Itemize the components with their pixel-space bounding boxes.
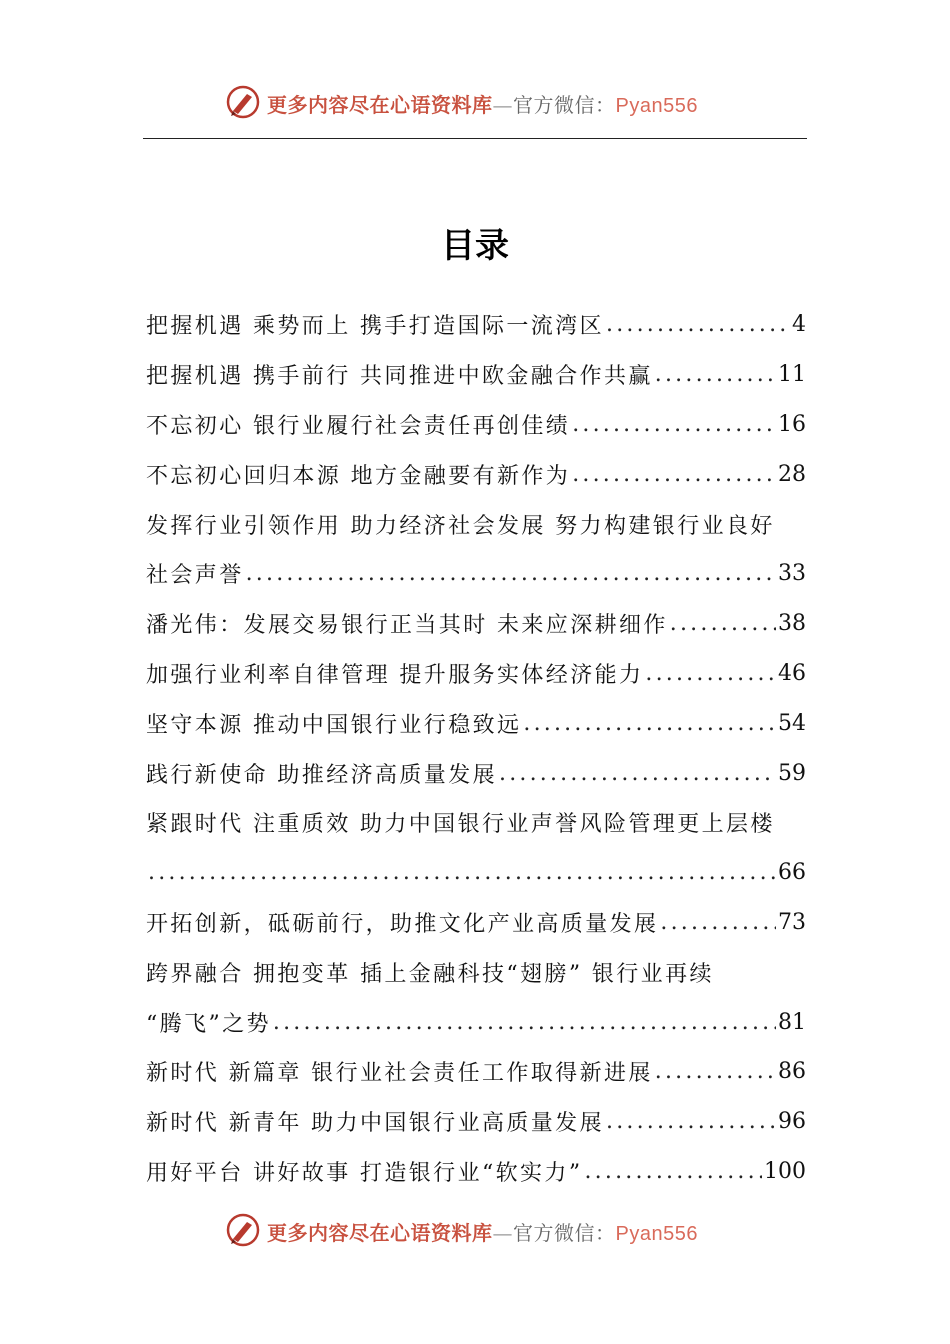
toc-leader xyxy=(606,1109,776,1134)
toc-entry[interactable] xyxy=(146,1047,806,1097)
header-banner xyxy=(225,82,745,122)
toc-entry-line1[interactable] xyxy=(146,798,806,848)
toc-entry-page: 81 xyxy=(778,1009,806,1035)
toc-entry-title: 发挥行业引领作用 助力经济社会发展 努力构建银行业良好 xyxy=(146,513,775,539)
toc-entry-title: 用好平台 讲好故事 打造银行业“软实力” xyxy=(146,1160,583,1186)
toc-leader xyxy=(584,1159,762,1184)
toc-entry-page: 86 xyxy=(778,1059,806,1085)
banner-wechat-id: Pyan556 xyxy=(615,95,698,117)
toc-entry-title: 紧跟时代 注重质效 助力中国银行业声誉风险管理更上层楼 xyxy=(146,812,775,838)
banner-dash: — xyxy=(492,1221,513,1245)
toc-leader xyxy=(660,910,776,935)
banner-brand: 更多内容尽在心语资料库 xyxy=(267,1221,493,1245)
page-title: 目录 xyxy=(441,226,509,266)
toc-leader xyxy=(246,561,776,586)
toc-entry-title: 践行新使命 助推经济高质量发展 xyxy=(146,762,497,788)
toc-entry-page: 33 xyxy=(778,561,806,587)
toc-entry-page: 4 xyxy=(792,312,806,338)
toc-entry-title: 新时代 新青年 助力中国银行业高质量发展 xyxy=(146,1111,604,1137)
toc-entry-page: 11 xyxy=(778,362,806,388)
toc-entry-title: 潘光伟：发展交易银行正当其时 未来应深耕细作 xyxy=(146,613,668,639)
pen-logo-icon xyxy=(225,1212,261,1248)
toc-entry[interactable] xyxy=(146,300,806,350)
toc-entry-line1[interactable] xyxy=(146,947,806,997)
toc-entry[interactable] xyxy=(146,1097,806,1147)
toc-leader xyxy=(572,462,776,487)
toc-leader xyxy=(499,761,776,786)
toc-entry-title: 坚守本源 推动中国银行业行稳致远 xyxy=(146,712,522,738)
toc-entry[interactable] xyxy=(146,649,806,699)
toc-entry-title: 新时代 新篇章 银行业社会责任工作取得新进展 xyxy=(146,1061,653,1087)
toc-leader xyxy=(645,661,776,686)
banner-brand: 更多内容尽在心语资料库 xyxy=(267,93,493,117)
toc-entry-title: 加强行业利率自律管理 提升服务实体经济能力 xyxy=(146,662,644,688)
toc-leader xyxy=(572,412,776,437)
toc-entry-page: 73 xyxy=(778,909,806,935)
toc-entry-title: 跨界融合 拥抱变革 插上金融科技“翅膀” 银行业再续 xyxy=(146,961,714,987)
toc-leader xyxy=(148,860,776,885)
toc-entry-page: 54 xyxy=(778,710,806,736)
toc-entry[interactable] xyxy=(146,400,806,450)
banner-wechat-id: Pyan556 xyxy=(615,1223,698,1245)
toc-leader xyxy=(273,1010,776,1035)
toc-entry[interactable] xyxy=(146,350,806,400)
banner-label: 官方微信： xyxy=(513,1221,616,1245)
toc-leader xyxy=(523,711,776,736)
toc-entry[interactable] xyxy=(146,748,806,798)
toc-entry[interactable] xyxy=(146,449,806,499)
toc-entry-title: 把握机遇 携手前行 共同推进中欧金融合作共赢 xyxy=(146,364,653,390)
footer-banner xyxy=(225,1210,745,1250)
pen-logo-icon xyxy=(225,84,261,120)
toc-entry-line1[interactable] xyxy=(146,499,806,549)
toc-entry-page: 59 xyxy=(778,760,806,786)
toc-entry-title: 社会声誉 xyxy=(146,563,244,589)
toc-entry[interactable] xyxy=(146,898,806,948)
toc-entry-page: 66 xyxy=(778,860,806,886)
toc-entry[interactable] xyxy=(146,1147,806,1197)
toc-entry-page: 46 xyxy=(778,660,806,686)
banner-text xyxy=(267,89,698,118)
header-rule xyxy=(143,138,807,139)
banner-label: 官方微信： xyxy=(513,93,616,117)
toc-entry-page: 28 xyxy=(778,461,806,487)
toc-leader xyxy=(655,362,776,387)
toc-entry-title: 不忘初心回归本源 地方金融要有新作为 xyxy=(146,463,571,489)
toc-leader xyxy=(606,312,790,337)
toc-entry-page: 100 xyxy=(764,1158,806,1184)
banner-dash: — xyxy=(492,93,513,117)
toc-entry-title: 把握机遇 乘势而上 携手打造国际一流湾区 xyxy=(146,314,604,340)
toc-entry-line2[interactable] xyxy=(146,848,806,898)
toc-leader xyxy=(670,611,776,636)
toc-entry-title: “腾飞”之势 xyxy=(146,1011,271,1037)
toc-leader xyxy=(655,1059,776,1084)
banner-text xyxy=(267,1217,698,1246)
toc-entry-title: 不忘初心 银行业履行社会责任再创佳绩 xyxy=(146,413,571,439)
toc-entry-page: 96 xyxy=(778,1109,806,1135)
toc-entry-line2[interactable] xyxy=(146,997,806,1047)
toc-entry-page: 16 xyxy=(778,411,806,437)
toc-entry[interactable] xyxy=(146,698,806,748)
toc-entry[interactable] xyxy=(146,599,806,649)
table-of-contents xyxy=(146,300,806,1196)
toc-entry-title: 开拓创新，砥砺前行，助推文化产业高质量发展 xyxy=(146,911,659,937)
toc-entry-page: 38 xyxy=(778,611,806,637)
toc-entry-line2[interactable] xyxy=(146,549,806,599)
